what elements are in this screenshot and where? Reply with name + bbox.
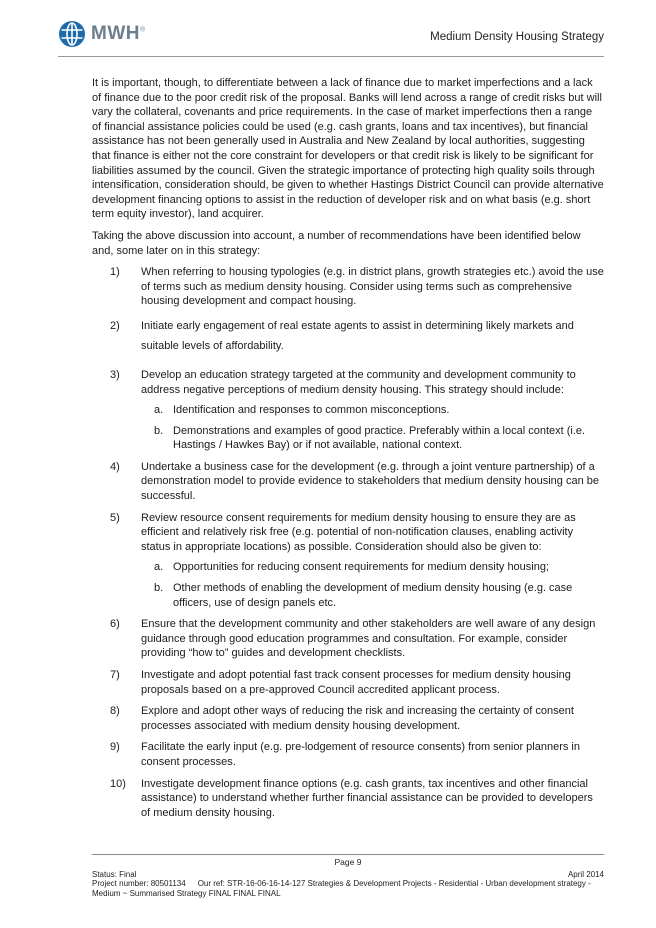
sub-list: [141, 403, 604, 453]
project-number: Project number: 80501134: [92, 879, 186, 888]
page-content: [92, 76, 604, 827]
list-item: 2) Initiate early engagement of real estate agents to assist in determining likely markets and suitable levels of affordability.: [110, 319, 574, 352]
page-number: Page 9: [334, 857, 362, 867]
list-item: 1) When referring to housing typologies (e.g. in district plans, growth strategies etc.) avoid the use of terms such as medium density housing. Consider using terms such as comprehensive housing development and compact housing.: [110, 266, 604, 308]
document-title: Medium Density Housing Strategy: [430, 31, 604, 43]
status-row: [92, 870, 604, 880]
date-text: April 2014: [567, 869, 604, 879]
list-item: 5) Review resource consent requirements for medium density housing to ensure they are as efficient and relatively risk free (e.g. potential of non-notification clauses, enabling activity status in appropriate locations) as possible. Consideration should also be given to: a. Opportunities for reducing consent requirements for medium density housing; b. Other methods of enabling the development of medium density housing (e.g. case officers, use of design panels etc.: [92, 511, 604, 611]
intro-paragraph: It is important, though, to differentiate between a lack of finance due to market imperfections and a lack of finance due to the poor credit risk of the proposal. Banks will lend across a range of credit risks but will vary the collateral, covenants and price requirements. In the case of market imperfections then a range of financial assistance policies could be used (e.g. cash grants, loans and tax incentives), but financial assistance has not been generally used in Australia and New Zealand by local authorities, suggesting that finance is either not the core constraint for developers or that credit risk is likely to be significant for liabilities assumed by the council. Given the strategic importance of protecting high quality soils through intensification, consideration should, be given to whether Hastings District Council can provide alternative development financing options to assist in the reduction of developer risk and on what basis (e.g. short term equity investor), land acquirer.: [92, 77, 604, 221]
page-footer: [92, 854, 604, 898]
recommendation-list: [92, 265, 604, 820]
list-item: 7) Investigate and adopt potential fast track consent processes for medium density housing proposals based on a pre-approved Council accredited applicant process.: [110, 669, 571, 696]
document-reference: Our ref: STR-16-06-16-14-127 Strategies & Development Projects - Residential - Urban development strategy - Medium ~ Summarised Strategy FINAL FINAL FINAL: [92, 879, 591, 898]
logo-text: MWH®: [91, 23, 146, 44]
list-item: 6) Ensure that the development community and other stakeholders are well aware of any design guidance through good education programmes and consultation. For example, consider providing “how to” guides and development checklists.: [110, 618, 596, 660]
mwh-logo: [58, 20, 146, 48]
list-item: 8) Explore and adopt other ways of reducing the risk and increasing the certainty of consent processes associated with medium density housing development.: [110, 705, 574, 732]
page-header: [0, 0, 656, 60]
status-text: Status: Final: [92, 869, 137, 879]
header-divider: [58, 56, 604, 57]
sub-list-item: a. Opportunities for reducing consent requirements for medium density housing;: [154, 561, 550, 574]
list-item: 4) Undertake a business case for the development (e.g. through a joint venture partnership) of a demonstration model to provide evidence to stakeholders that medium density housing can be successful.: [110, 460, 599, 503]
sub-list-item: b. Other methods of enabling the development of medium density housing (e.g. case officers, use of design panels etc.: [154, 582, 573, 609]
globe-logo-icon: [58, 20, 86, 48]
recommendations-intro: Taking the above discussion into account, a number of recommendations have been identified below and, some later on in this strategy:: [92, 229, 581, 257]
sub-list-item: b. Demonstrations and examples of good practice. Preferably within a local context (i.e. Hastings / Hawkes Bay) or if not available, national context.: [154, 424, 586, 452]
footer-divider: [92, 854, 604, 855]
list-item: 3) Develop an education strategy targeted at the community and development community to address negative perceptions of medium density housing. This strategy should include: a. Identification and responses to common misconceptions. b. Demonstrations and examples of good practice. Preferably within a local context (i.e. Hastings / Hawkes Bay) or if not available, national context.: [92, 368, 604, 453]
list-item: 9) Facilitate the early input (e.g. pre-lodgement of resource consents) from senior planners in consent processes.: [110, 741, 580, 768]
project-reference: [92, 879, 604, 898]
sub-list-item: a. Identification and responses to common misconceptions.: [154, 404, 450, 417]
list-item: 10) Investigate development finance options (e.g. cash grants, tax incentives and other financial assistance) to understand whether further financial assistance can be provided to developers of medium density housing.: [110, 777, 593, 819]
sub-list: [141, 560, 604, 610]
